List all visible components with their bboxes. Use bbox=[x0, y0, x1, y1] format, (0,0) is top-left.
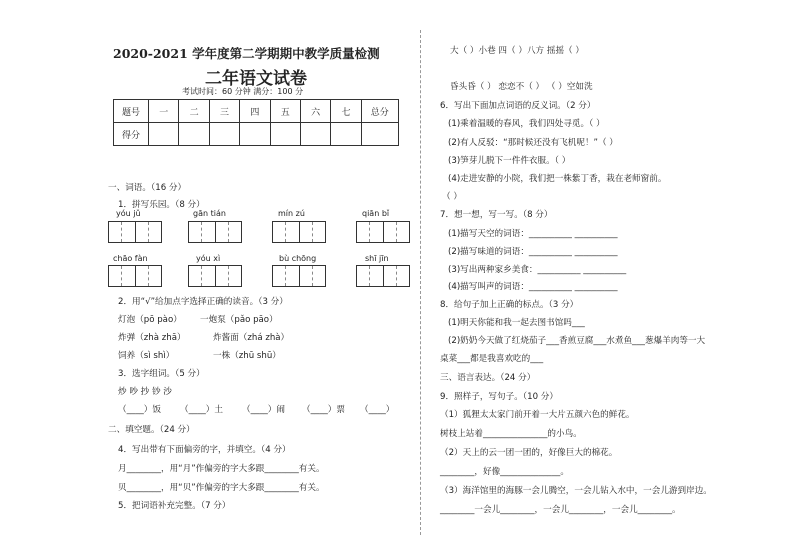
question-3: 3．选字组词。（5 分） bbox=[118, 369, 205, 379]
pronunciation-item[interactable]: 一炮泵（pǎo pāo） bbox=[200, 315, 278, 325]
score-cell: 四 bbox=[240, 100, 270, 123]
pronunciation-item[interactable]: 一株（zhū shū） bbox=[213, 351, 281, 361]
exam-title: 2020-2021 学年度第二学期期中教学质量检测 bbox=[113, 46, 380, 61]
writing-grid[interactable] bbox=[188, 265, 242, 287]
paper-title: 二年语文试卷 bbox=[205, 69, 307, 89]
radical-line[interactable]: 贝________，用“贝”作偏旁的字大多跟________有关。 bbox=[118, 483, 325, 493]
pinyin-label: yóu jǔ bbox=[116, 209, 141, 218]
score-cell: 三 bbox=[209, 100, 239, 123]
sentence-blank[interactable]: ________一会儿________，一会儿________，一会儿________。 bbox=[440, 505, 681, 515]
word-blank[interactable]: （____）饭 bbox=[118, 405, 161, 415]
word-write-item[interactable]: (3)写出两种家乡美食：__________ __________ bbox=[448, 265, 627, 275]
example-sentence: （2）天上的云一团一团的，好像巨大的棉花。 bbox=[440, 448, 618, 458]
score-cell: 五 bbox=[270, 100, 300, 123]
score-input-cell[interactable] bbox=[179, 123, 209, 146]
antonym-item[interactable]: (2)有人反驳：“那时候还没有飞机呢！”（ ） bbox=[448, 138, 618, 148]
writing-grid[interactable] bbox=[108, 221, 162, 243]
question-9: 9．照样子，写句子。（10 分） bbox=[440, 392, 558, 402]
antonym-item[interactable]: (3)笋芽儿脱下一件件衣服。（ ） bbox=[448, 156, 571, 166]
punctuation-item[interactable]: 桌菜___都是我喜欢吃的___ bbox=[440, 354, 544, 364]
writing-grid[interactable] bbox=[356, 265, 410, 287]
section-2-heading: 二、填空题。（24 分） bbox=[108, 425, 195, 435]
score-input-cell[interactable] bbox=[149, 123, 179, 146]
question-2: 2．用“√”给加点字选择正确的读音。（3 分） bbox=[118, 297, 288, 307]
question-1: 1．拼写乐园。（8 分） bbox=[118, 200, 205, 210]
antonym-item: (4)走进安静的小院，我们把一株紫丁香，栽在老师窗前。 bbox=[448, 174, 667, 184]
pinyin-label: chāo fàn bbox=[113, 254, 148, 263]
idiom-line[interactable]: 昏头昏（ ） 恋恋不（ ） （ ）空如洗 bbox=[450, 82, 593, 92]
pinyin-label: qiān bǐ bbox=[362, 209, 390, 218]
section-3-heading: 三、语言表达。（24 分） bbox=[440, 373, 536, 383]
writing-grid[interactable] bbox=[108, 265, 162, 287]
pinyin-label: bù chōng bbox=[279, 254, 317, 263]
sentence-blank[interactable]: 树枝上站着_______________的小鸟。 bbox=[440, 429, 582, 439]
word-blank[interactable]: （____）土 bbox=[180, 405, 223, 415]
question-6: 6．写出下面加点词语的反义词。（2 分） bbox=[440, 101, 596, 111]
pinyin-label: yóu xì bbox=[196, 254, 221, 263]
word-blank[interactable]: （____） bbox=[360, 405, 395, 415]
word-write-item[interactable]: (2)描写味道的词语：__________ __________ bbox=[448, 247, 618, 257]
score-cell: 六 bbox=[300, 100, 330, 123]
char-options: 炒 吵 抄 钞 沙 bbox=[118, 387, 172, 397]
word-write-item[interactable]: (4)描写叫声的词语：__________ __________ bbox=[448, 282, 618, 292]
question-7: 7．想一想，写一写。（8 分） bbox=[440, 210, 553, 220]
score-table-score-row bbox=[114, 123, 399, 146]
question-4: 4．写出带有下面偏旁的字，并填空。（4 分） bbox=[118, 445, 291, 455]
word-write-item[interactable]: (1)描写天空的词语：__________ __________ bbox=[448, 229, 618, 239]
sentence-blank[interactable]: ________，好像______________。 bbox=[440, 467, 569, 477]
pronunciation-item[interactable]: 灯泡（pō pào） bbox=[118, 315, 182, 325]
score-cell: 总分 bbox=[361, 100, 398, 123]
exam-info: 考试时间：60 分钟 满分：100 分 bbox=[182, 87, 304, 96]
example-sentence: （1）狐狸太太家门前开着一大片五颜六色的鲜花。 bbox=[440, 410, 635, 420]
word-blank[interactable]: （____）票 bbox=[302, 405, 345, 415]
pinyin-label: gān tián bbox=[193, 209, 226, 218]
pinyin-label: mín zú bbox=[278, 209, 305, 218]
punctuation-item[interactable]: (1)明天你能和我一起去图书馆吗___ bbox=[448, 318, 585, 328]
score-input-cell[interactable] bbox=[361, 123, 398, 146]
idiom-line[interactable]: 大（ ）小巷 四（ ）八方 摇摇（ ） bbox=[450, 46, 584, 56]
score-input-cell[interactable] bbox=[331, 123, 361, 146]
score-input-cell[interactable] bbox=[300, 123, 330, 146]
antonym-item[interactable]: (1)乘着温暖的春风，我们四处寻觅。（ ） bbox=[448, 119, 605, 129]
pinyin-label: shī jīn bbox=[365, 254, 389, 263]
score-input-cell[interactable] bbox=[270, 123, 300, 146]
punctuation-item[interactable]: (2)奶奶今天做了红烧茄子___香煎豆腐___水煮鱼___葱爆羊肉等一大 bbox=[448, 336, 706, 346]
question-8: 8．给句子加上正确的标点。（3 分） bbox=[440, 300, 579, 310]
score-cell: 题号 bbox=[114, 100, 149, 123]
score-table bbox=[113, 99, 399, 146]
score-cell: 七 bbox=[331, 100, 361, 123]
example-sentence: （3）海洋馆里的海豚一会儿腾空，一会儿钻入水中，一会儿游到岸边。 bbox=[440, 486, 712, 496]
pronunciation-item[interactable]: 饲养（sì shì） bbox=[118, 351, 175, 361]
score-table-header-row bbox=[114, 100, 399, 123]
question-5: 5．把词语补充完整。（7 分） bbox=[118, 501, 231, 511]
score-input-cell[interactable] bbox=[240, 123, 270, 146]
writing-grid[interactable] bbox=[356, 221, 410, 243]
writing-grid[interactable] bbox=[272, 265, 326, 287]
section-1-heading: 一、词语。（16 分） bbox=[108, 183, 187, 193]
pronunciation-item[interactable]: 炸弹（zhà zhā） bbox=[118, 333, 186, 343]
writing-grid[interactable] bbox=[188, 221, 242, 243]
word-blank[interactable]: （____）闹 bbox=[242, 405, 285, 415]
score-input-cell[interactable] bbox=[209, 123, 239, 146]
score-cell: 一 bbox=[149, 100, 179, 123]
radical-line[interactable]: 月________，用“月”作偏旁的字大多跟________有关。 bbox=[118, 464, 325, 474]
antonym-blank[interactable]: （ ） bbox=[442, 192, 462, 202]
pronunciation-item[interactable]: 炸酱面（zhá zhà） bbox=[213, 333, 290, 343]
score-cell: 得分 bbox=[114, 123, 149, 146]
right-column bbox=[420, 0, 794, 560]
writing-grid[interactable] bbox=[272, 221, 326, 243]
score-cell: 二 bbox=[179, 100, 209, 123]
